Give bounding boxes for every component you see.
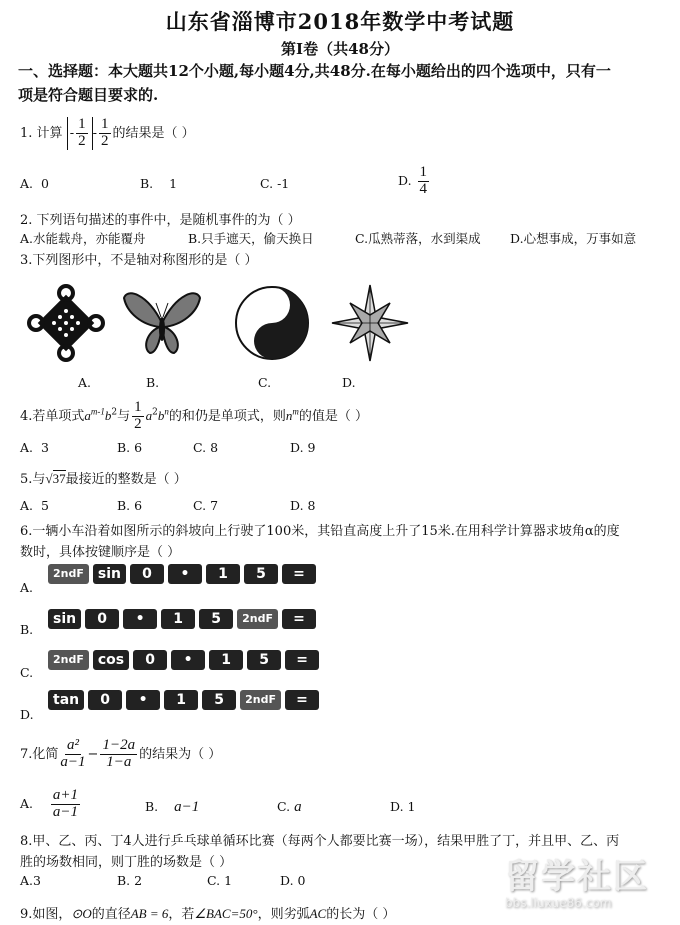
- key-equals: =: [282, 609, 316, 629]
- q2-option-c: C.瓜熟蒂落，水到渠成: [355, 231, 481, 246]
- q5-option-b: B. 6: [117, 498, 143, 513]
- question-7: 7.化简 $\frac{\text{a²}}{a-1}$ − $\frac{1-2a}{1-a}$ 的结果为（ ）: [20, 737, 222, 770]
- page-title: 山东省淄博市2018年数学中考试题: [165, 9, 515, 34]
- question-6-line2: 数时，具体按键顺序是（ ）: [20, 545, 181, 560]
- key-equals: =: [285, 650, 319, 670]
- q2-option-b: B.只手遮天，偷天换日: [188, 231, 314, 246]
- key-cos: cos: [93, 650, 129, 670]
- q1-option-d: D. $\frac{1}{4}$: [398, 164, 428, 197]
- section-intro-line1: 一、选择题：本大题共12个小题,每小题4分,共48分.在每小题给出的四个选项中，只有一: [18, 62, 611, 80]
- key-2ndf: 2ndF: [237, 609, 278, 629]
- q6-option-c-label: C.: [20, 665, 34, 680]
- key-0: 0: [130, 564, 164, 584]
- section-intro-line2: 项是符合题目要求的.: [18, 86, 159, 104]
- q6-option-a-label: A.: [20, 580, 34, 595]
- key-2ndf: 2ndF: [240, 690, 281, 710]
- q8-option-c: C. 1: [207, 873, 233, 888]
- q5-option-d: D. 8: [290, 498, 316, 513]
- q4-option-a: A. 3: [20, 440, 49, 455]
- yin-yang-figure: [232, 283, 312, 363]
- compass-star-figure: [330, 283, 410, 363]
- key-0: 0: [88, 690, 122, 710]
- question-1: 1. 计算 - $\frac{1}{2}$ - $\frac{1}{2}$ 的结果是（ ）: [20, 116, 195, 149]
- q5-option-a: A. 5: [20, 498, 49, 513]
- q8-option-d: D. 0: [280, 873, 306, 888]
- key-1: 1: [209, 650, 243, 670]
- q6-option-b-keys: [48, 609, 320, 629]
- q4-option-d: D. 9: [290, 440, 316, 455]
- key-0: 0: [85, 609, 119, 629]
- q1-option-b: B. 1: [140, 176, 178, 191]
- question-5: 5.与√37最接近的整数是（ ）: [20, 471, 187, 487]
- q7-option-a: A. $\frac{a+1}{a-1}$: [20, 787, 79, 820]
- key-2ndf: 2ndF: [48, 650, 89, 670]
- key-2ndf: 2ndF: [48, 564, 89, 584]
- key-5: 5: [247, 650, 281, 670]
- q2-option-d: D.心想事成，万事如意: [510, 231, 637, 246]
- key-tan: tan: [48, 690, 84, 710]
- q3-option-a: A.: [78, 375, 92, 390]
- q6-option-a-keys: [48, 564, 320, 584]
- q7-option-c: C. a: [277, 799, 302, 815]
- key-equals: =: [285, 690, 319, 710]
- key-dot: •: [168, 564, 202, 584]
- question-2: 2. 下列语句描述的事件中，是随机事件的为（ ）: [20, 213, 301, 228]
- absolute-value: - $\frac{1}{2}$: [67, 117, 93, 150]
- question-4: 4.若单项式$a^{m-1}b^2$与 $\frac{1}{2}$ $a^2b^n$的和仍是单项式，则$n^m$的值是（ ）: [20, 399, 369, 432]
- q3-option-d: D.: [342, 375, 356, 390]
- butterfly-figure: [122, 283, 202, 363]
- key-dot: •: [126, 690, 160, 710]
- key-dot: •: [123, 609, 157, 629]
- key-equals: =: [282, 564, 316, 584]
- key-dot: •: [171, 650, 205, 670]
- q7-option-d: D. 1: [390, 799, 416, 814]
- key-1: 1: [161, 609, 195, 629]
- key-5: 5: [199, 609, 233, 629]
- key-1: 1: [164, 690, 198, 710]
- q5-option-c: C. 7: [193, 498, 219, 513]
- q6-option-d-keys: [48, 690, 323, 710]
- q6-option-c-keys: [48, 650, 323, 670]
- q4-option-b: B. 6: [117, 440, 143, 455]
- q3-option-b: B.: [146, 375, 160, 390]
- question-8-line1: 8.甲、乙、丙、丁4人进行乒乓球单循环比赛（每两个人都要比赛一场），结果甲胜了丁，并且甲、乙、丙: [20, 834, 620, 849]
- chinese-knot-figure: [26, 283, 106, 363]
- q4-option-c: C. 8: [193, 440, 219, 455]
- q2-option-a: A.水能载舟，亦能覆舟: [20, 231, 146, 246]
- key-5: 5: [244, 564, 278, 584]
- section-subtitle: 第Ⅰ卷（共48分）: [281, 40, 399, 58]
- q8-option-a: A.3: [20, 873, 41, 888]
- q3-option-c: C.: [258, 375, 272, 390]
- key-sin: sin: [48, 609, 81, 629]
- watermark-logo: 留学社区 bbs.liuxue86.com: [505, 857, 649, 910]
- q1-option-a: A. 0: [20, 176, 49, 191]
- key-1: 1: [206, 564, 240, 584]
- key-sin: sin: [93, 564, 126, 584]
- question-8-line2: 胜的场数相同，则丁胜的场数是（ ）: [20, 855, 233, 870]
- q6-option-b-label: B.: [20, 622, 34, 637]
- question-9: 9.如图，⊙O的直径AB = 6，若∠BAC=50°，则劣弧AC的长为（ ）: [20, 906, 396, 922]
- q6-option-d-label: D.: [20, 707, 34, 722]
- q8-option-b: B. 2: [117, 873, 143, 888]
- q1-option-c: C. -1: [260, 176, 290, 191]
- q7-option-b: B. a−1: [145, 799, 200, 815]
- key-0: 0: [133, 650, 167, 670]
- question-6-line1: 6.一辆小车沿着如图所示的斜坡向上行驶了100米，其铅直高度上升了15米.在用科学计算器求坡角α的度: [20, 524, 620, 539]
- key-5: 5: [202, 690, 236, 710]
- question-3: 3.下列图形中，不是轴对称图形的是（ ）: [20, 253, 258, 268]
